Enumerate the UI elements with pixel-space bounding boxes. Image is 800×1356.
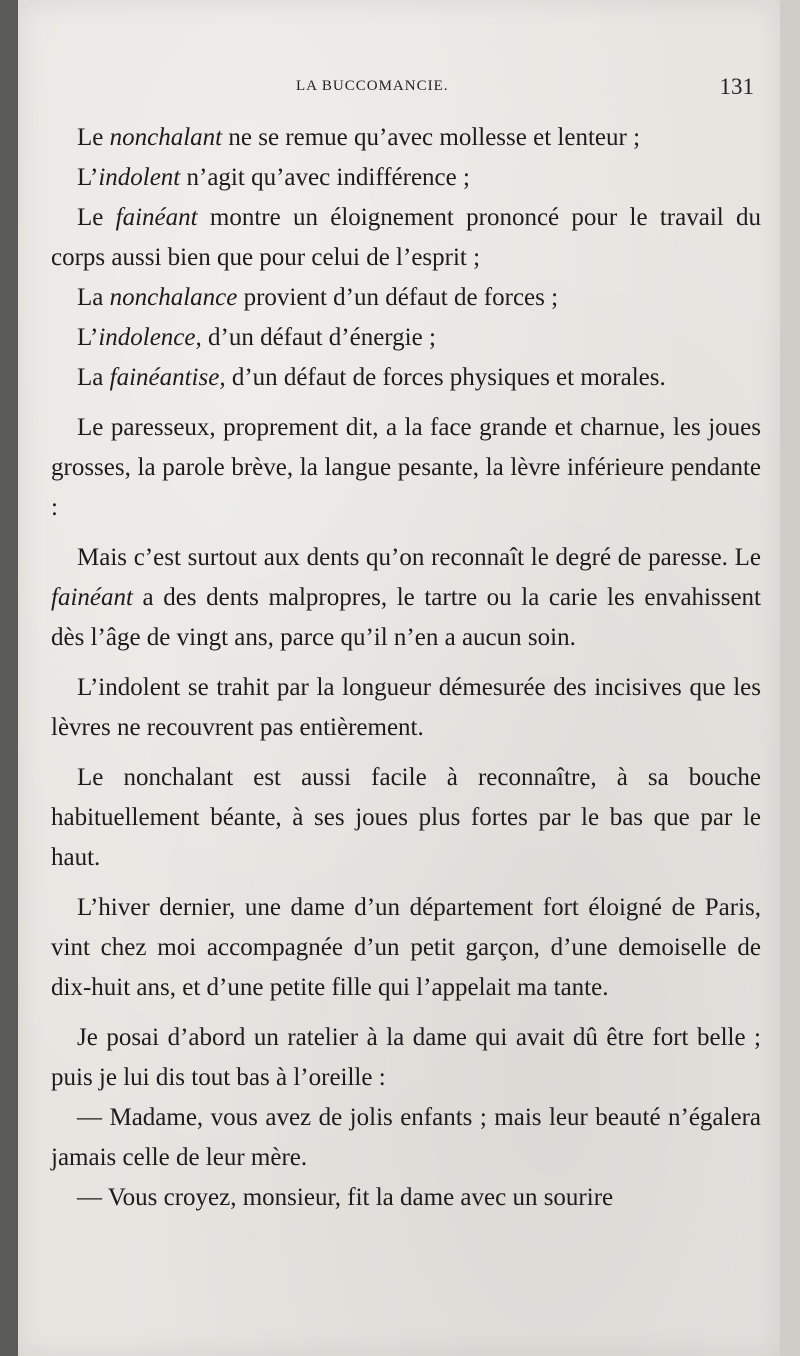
text-run: Le nonchalant est aussi facile à reconnaître, à sa bouche habituellement béante, à ses joues plus fortes par le bas que par le haut. <box>51 764 761 871</box>
text-run: montre un éloignement prononcé pour le travail du corps aussi bien que pour celui de l’esprit ; <box>51 204 761 271</box>
text-run: ne se remue qu’avec mollesse et lenteur ; <box>222 124 641 151</box>
text-run: a des dents malpropres, le tartre ou la carie les envahissent dès l’âge de vingt ans, parce qu’il n’en a aucun soin. <box>51 584 761 651</box>
italic-term: nonchalance <box>109 284 238 311</box>
italic-term: nonchalant <box>109 124 223 151</box>
text-run: Le <box>77 204 116 231</box>
paragraph <box>51 668 761 748</box>
text-run: Mais c’est surtout aux dents qu’on reconnaît le degré de paresse. Le <box>77 544 761 571</box>
text-run: — Vous croyez, monsieur, fit la dame avec un sourire <box>77 1184 614 1211</box>
text-run: La <box>77 284 110 311</box>
italic-term: fainéantise, <box>109 364 226 391</box>
page-number: 131 <box>719 74 754 99</box>
italic-term: indolent <box>98 164 181 191</box>
running-head: LA BUCCOMANCIE. <box>296 78 449 94</box>
page-header <box>18 74 780 104</box>
paragraph <box>51 358 761 398</box>
text-run: Le <box>77 124 110 151</box>
paragraph <box>51 888 761 1008</box>
text-run: La <box>77 364 110 391</box>
paragraph <box>51 318 761 358</box>
body-text <box>51 118 761 1218</box>
page-edge <box>780 0 800 1356</box>
paragraph <box>51 538 761 658</box>
text-run: d’un défaut d’énergie ; <box>201 324 436 351</box>
paragraph <box>51 758 761 878</box>
text-run: L’ <box>77 164 99 191</box>
paragraph <box>51 118 761 158</box>
italic-term: fainéant <box>115 204 198 231</box>
text-run: L’hiver dernier, une dame d’un département fort éloigné de Paris, vint chez moi accompagnée d’un petit garçon, d’une demoiselle de dix-huit ans, et d’une petite fille qui l’appelait ma tante. <box>51 894 761 1001</box>
book-page <box>18 0 780 1356</box>
paragraph <box>51 1098 761 1178</box>
paragraph <box>51 278 761 318</box>
text-run: Je posai d’abord un ratelier à la dame qui avait dû être fort belle ; puis je lui dis tout bas à l’oreille : <box>51 1024 761 1091</box>
paragraph <box>51 1018 761 1098</box>
text-run: provient d’un défaut de forces ; <box>237 284 559 311</box>
paragraph <box>51 198 761 278</box>
italic-term: fainéant <box>51 584 133 611</box>
text-run: L’indolent se trahit par la longueur démesurée des incisives que les lèvres ne recouvrent pas entièrement. <box>51 674 761 741</box>
text-run: d’un défaut de forces physiques et morales. <box>225 364 666 391</box>
paragraph <box>51 408 761 528</box>
paragraph <box>51 1178 761 1218</box>
text-run: — Madame, vous avez de jolis enfants ; mais leur beauté n’égalera jamais celle de leur mère. <box>51 1104 761 1171</box>
paragraph <box>51 158 761 198</box>
text-run: n’agit qu’avec indifférence ; <box>180 164 470 191</box>
text-run: L’ <box>77 324 99 351</box>
italic-term: indolence, <box>98 324 202 351</box>
text-run: Le paresseux, proprement dit, a la face grande et charnue, les joues grosses, la parole brève, la langue pesante, la lèvre inférieure pendante : <box>51 414 761 521</box>
